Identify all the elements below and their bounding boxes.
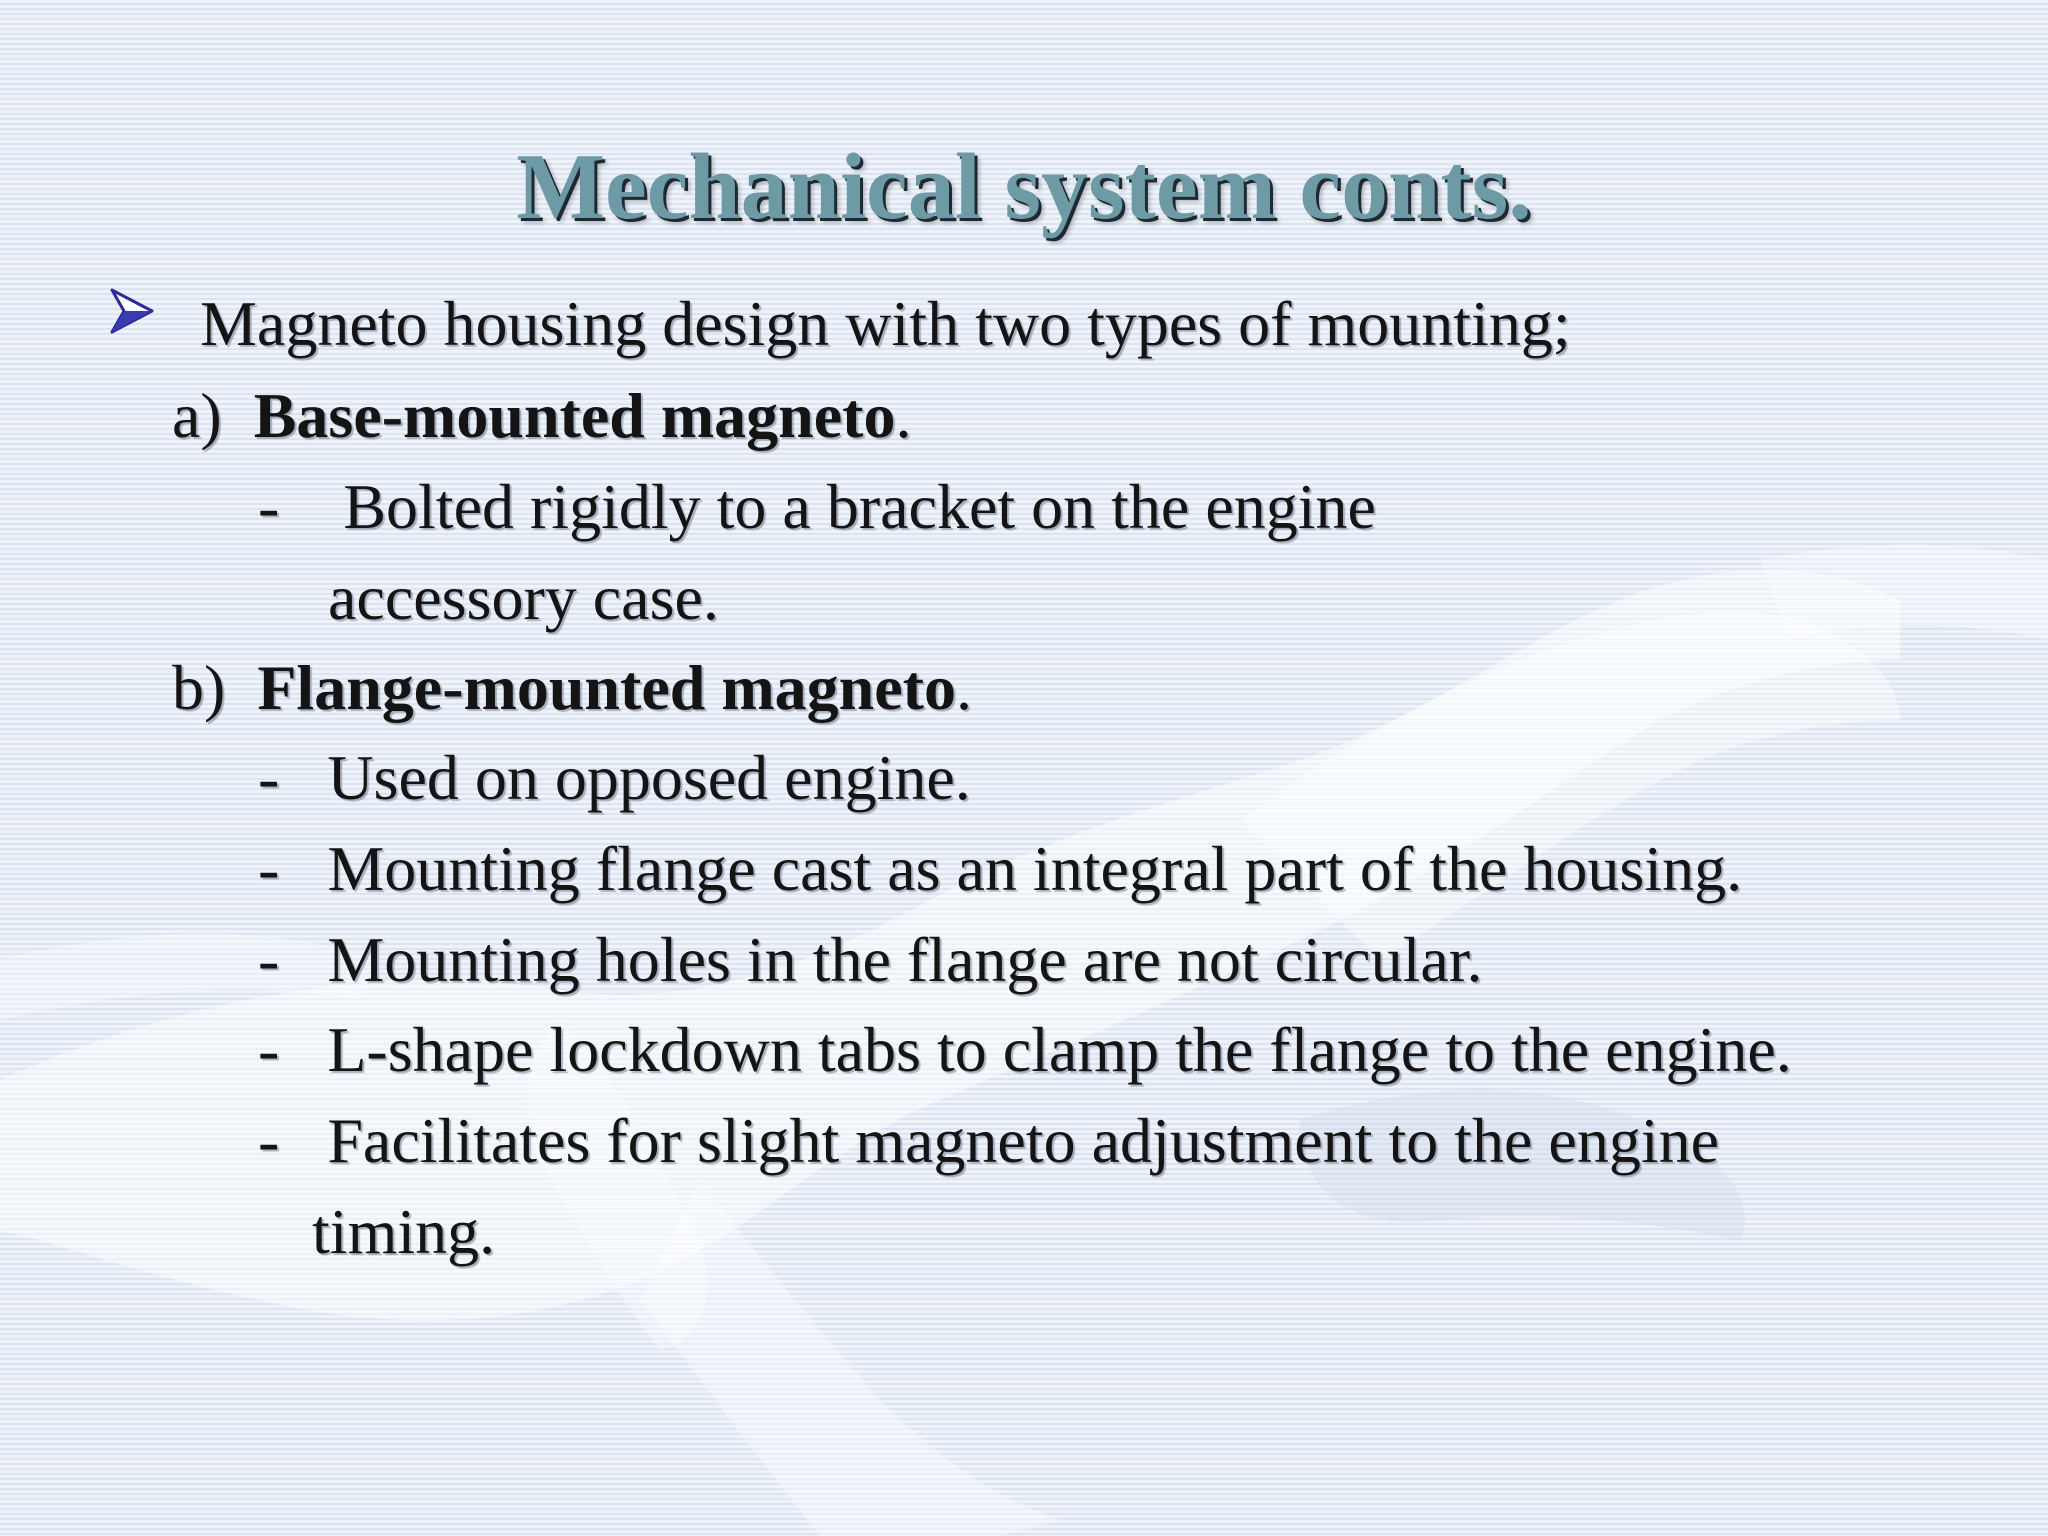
type-b-detail-3 [258, 924, 1483, 995]
detail-text: accessory case. [328, 562, 719, 633]
type-a-detail-1-cont [328, 562, 719, 633]
type-b-detail-4 [258, 1014, 1792, 1085]
type-a-punct: . [895, 380, 912, 451]
detail-text: L-shape lockdown tabs to clamp the flange to the engine. [327, 1014, 1792, 1085]
dash-marker: - [258, 924, 280, 995]
detail-text: timing. [312, 1196, 496, 1267]
type-b-detail-1 [258, 742, 971, 813]
arrow-bullet-icon [108, 286, 156, 336]
detail-text: Mounting flange cast as an integral part of the housing. [327, 833, 1743, 904]
dash-marker: - [258, 742, 280, 813]
type-b-detail-2 [258, 833, 1743, 904]
type-b-name: Flange-mounted magneto [257, 652, 956, 723]
type-a-heading [172, 380, 912, 451]
type-a-name: Base-mounted magneto [253, 380, 896, 451]
dash-marker: - [258, 1014, 280, 1085]
type-b-detail-5 [258, 1105, 1719, 1176]
detail-text: Facilitates for slight magneto adjustment to the engine [327, 1105, 1719, 1176]
type-a-detail-1 [258, 471, 1376, 542]
detail-text: Mounting holes in the flange are not circular. [327, 924, 1483, 995]
type-b-marker: b) [172, 652, 226, 723]
type-b-detail-5-cont [312, 1196, 496, 1267]
type-a-marker: a) [172, 380, 222, 451]
detail-text: Bolted rigidly to a bracket on the engine [343, 471, 1376, 542]
slide-title: Mechanical system conts. [516, 135, 1532, 239]
dash-marker: - [258, 833, 280, 904]
type-b-heading [172, 652, 972, 723]
detail-text: Used on opposed engine. [327, 742, 971, 813]
intro-bullet-text: Magneto housing design with two types of mounting; [200, 288, 1571, 359]
type-b-punct: . [955, 652, 972, 723]
dash-marker: - [258, 471, 280, 542]
dash-marker: - [258, 1105, 280, 1176]
